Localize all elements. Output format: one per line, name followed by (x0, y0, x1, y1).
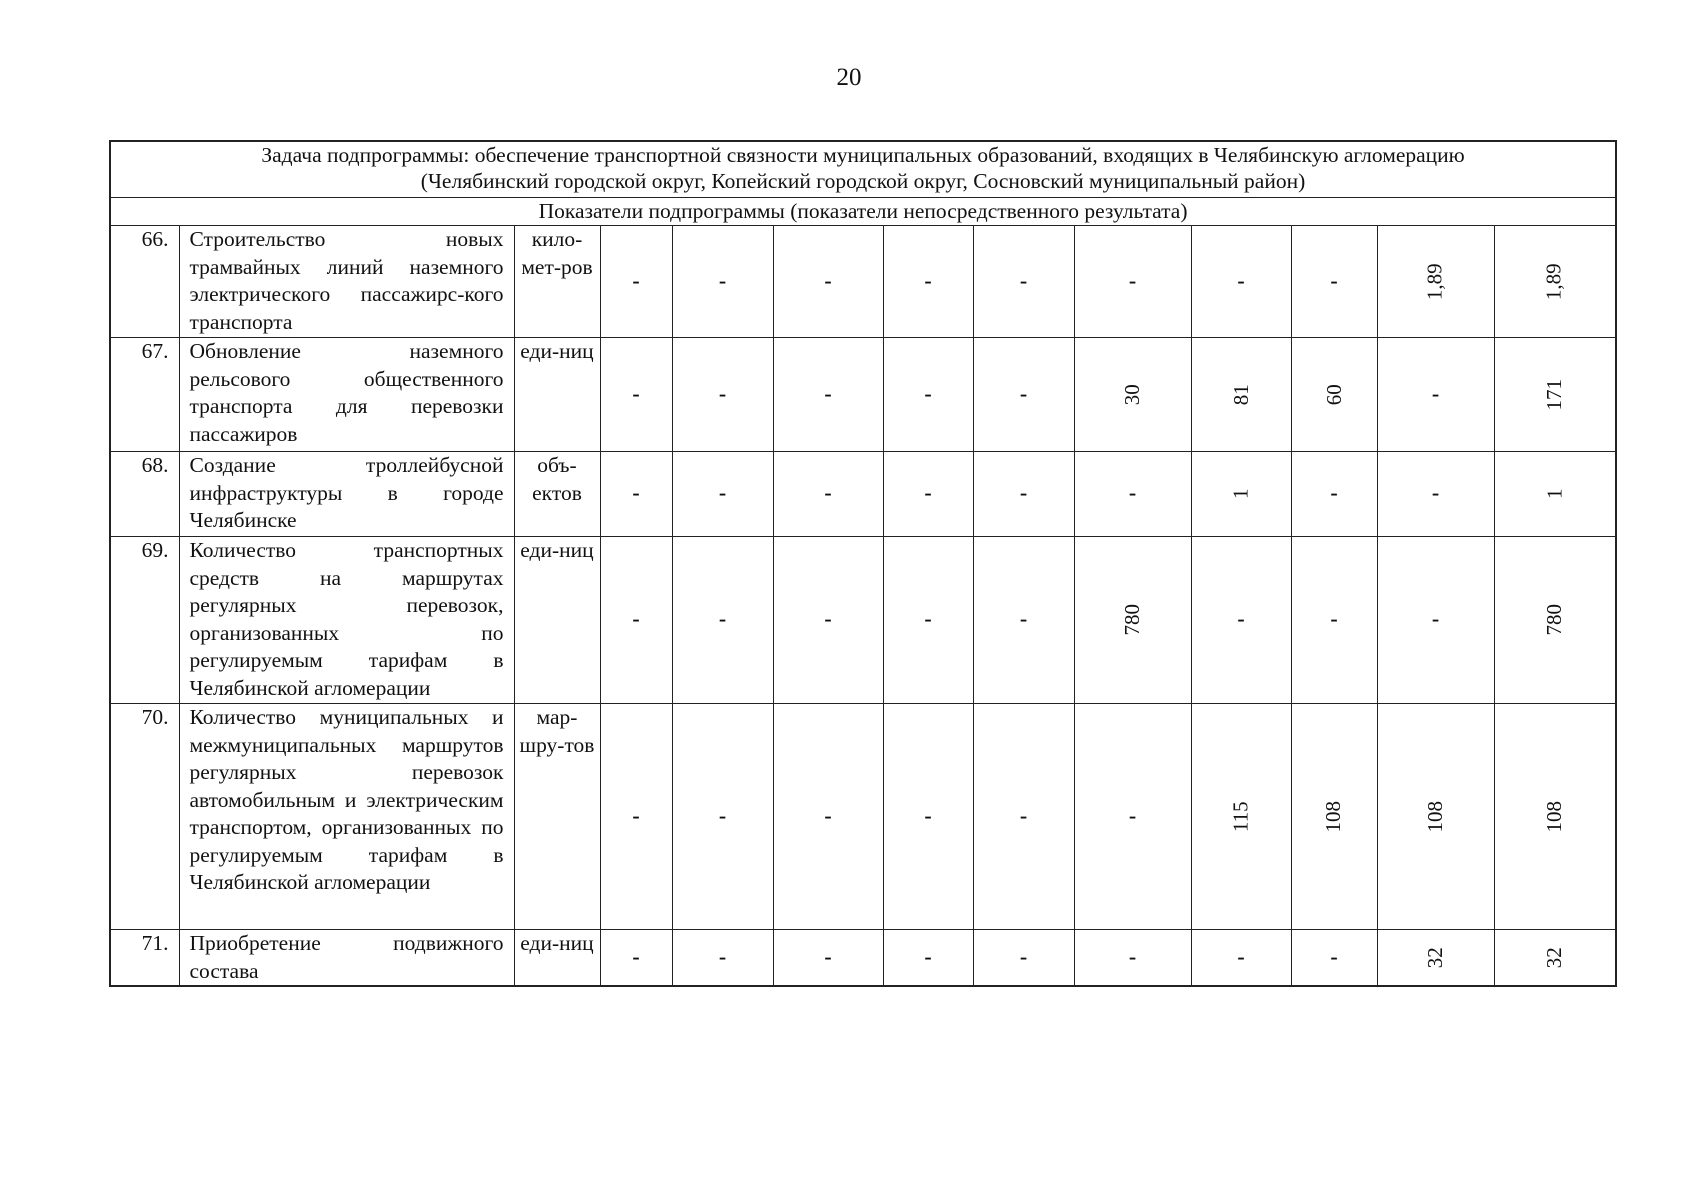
empty-value-mark: - (1019, 480, 1028, 506)
empty-value-mark: - (1330, 267, 1338, 293)
value-cell (1494, 704, 1616, 930)
value-text: 1,89 (1422, 263, 1447, 300)
value-cell (1377, 226, 1494, 338)
empty-value-mark: - (632, 943, 640, 969)
empty-value-mark: - (1128, 802, 1137, 828)
value-cell (883, 537, 973, 704)
empty-value-mark: - (824, 380, 832, 406)
value-cell (1191, 226, 1291, 338)
empty-value-mark: - (824, 480, 832, 506)
empty-value-mark: - (1019, 267, 1028, 293)
value-cell (973, 704, 1074, 930)
value-text: 108 (1542, 800, 1567, 833)
indicator-name: Количество транспортных средств на маршрутах регулярных перевозок, организованных по регулируемым тарифам в Челябинской агломерации (179, 537, 514, 704)
value-cell (1291, 226, 1377, 338)
empty-value-mark: - (824, 802, 832, 828)
empty-value-mark: - (632, 802, 640, 828)
empty-value-mark: - (632, 380, 640, 406)
indicator-name: Создание троллейбусной инфраструктуры в городе Челябинске (179, 452, 514, 537)
value-cell (672, 537, 773, 704)
empty-value-mark: - (824, 267, 832, 293)
value-cell (600, 537, 672, 704)
table-row (110, 537, 1616, 704)
unit-of-measure: еди-ниц (514, 537, 600, 704)
value-cell (672, 704, 773, 930)
indicators-title-row (110, 197, 1616, 226)
task-title-row (110, 141, 1616, 197)
value-cell (1377, 537, 1494, 704)
value-text: 780 (1119, 604, 1144, 636)
empty-value-mark: - (824, 943, 832, 969)
value-cell (883, 704, 973, 930)
value-text: 108 (1422, 800, 1447, 833)
indicators-table (109, 140, 1617, 987)
value-cell (1074, 452, 1191, 537)
value-cell (883, 930, 973, 987)
row-number: 69. (110, 537, 179, 704)
table-row (110, 226, 1616, 338)
empty-value-mark: - (718, 380, 727, 406)
value-cell (1494, 537, 1616, 704)
table-row (110, 338, 1616, 452)
empty-value-mark: - (1237, 606, 1245, 632)
value-cell (1191, 930, 1291, 987)
empty-value-mark: - (1128, 480, 1137, 506)
indicators-title: Показатели подпрограммы (показатели непосредственного результата) (110, 197, 1616, 226)
value-cell (1074, 537, 1191, 704)
value-cell (973, 452, 1074, 537)
value-cell (883, 452, 973, 537)
task-title-line1: Задача подпрограммы: обеспечение транспортной связности муниципальных образований, входящих в Челябинскую агломерацию (261, 143, 1465, 167)
value-text: 81 (1228, 384, 1253, 405)
value-cell (672, 338, 773, 452)
value-cell (600, 930, 672, 987)
table-row (110, 452, 1616, 537)
value-cell (973, 338, 1074, 452)
value-text: 60 (1321, 384, 1346, 405)
value-cell (600, 452, 672, 537)
table-row (110, 704, 1616, 930)
value-cell (1191, 537, 1291, 704)
value-cell (883, 226, 973, 338)
unit-of-measure: еди-ниц (514, 930, 600, 987)
empty-value-mark: - (1019, 606, 1028, 632)
value-cell (1377, 704, 1494, 930)
value-cell (1191, 452, 1291, 537)
empty-value-mark: - (718, 802, 727, 828)
indicator-name: Строительство новых трамвайных линий наземного электрического пассажирс-кого транспорта (179, 226, 514, 338)
value-cell (1191, 704, 1291, 930)
empty-value-mark: - (1237, 943, 1245, 969)
value-cell (1494, 338, 1616, 452)
empty-value-mark: - (1431, 606, 1440, 632)
indicator-name: Количество муниципальных и межмуниципальных маршрутов регулярных перевозок автомобильным и электрическим транспортом, организованных по регулируемым тарифам в Челябинской агломерации (179, 704, 514, 930)
empty-value-mark: - (1128, 943, 1137, 969)
value-cell (1494, 452, 1616, 537)
value-text: 32 (1542, 947, 1567, 968)
value-text: 171 (1542, 378, 1567, 411)
page-number: 20 (836, 64, 862, 91)
empty-value-mark: - (632, 267, 640, 293)
empty-value-mark: - (924, 480, 932, 506)
value-cell (672, 930, 773, 987)
empty-value-mark: - (1019, 943, 1028, 969)
value-cell (1074, 930, 1191, 987)
indicator-name: Обновление наземного рельсового общественного транспорта для перевозки пассажиров (179, 338, 514, 452)
value-cell (600, 338, 672, 452)
row-number: 66. (110, 226, 179, 338)
empty-value-mark: - (924, 606, 932, 632)
empty-value-mark: - (1431, 380, 1440, 406)
empty-value-mark: - (924, 267, 932, 293)
value-text: 1 (1542, 488, 1567, 500)
value-cell (600, 226, 672, 338)
value-text: 780 (1542, 604, 1567, 636)
table-row (110, 930, 1616, 987)
value-cell (973, 226, 1074, 338)
value-cell (973, 537, 1074, 704)
value-cell (1291, 537, 1377, 704)
empty-value-mark: - (1237, 267, 1245, 293)
value-cell (1377, 452, 1494, 537)
value-cell (973, 930, 1074, 987)
empty-value-mark: - (1019, 380, 1028, 406)
unit-of-measure: кило-мет-ров (514, 226, 600, 338)
task-title-line2: (Челябинский городской округ, Копейский городской округ, Сосновский муниципальный район) (420, 169, 1306, 193)
empty-value-mark: - (718, 606, 727, 632)
row-number: 67. (110, 338, 179, 452)
value-cell (773, 338, 883, 452)
value-text: 115 (1228, 801, 1253, 832)
value-cell (1074, 704, 1191, 930)
task-title-cell (110, 141, 1616, 197)
empty-value-mark: - (632, 606, 640, 632)
empty-value-mark: - (1330, 943, 1338, 969)
empty-value-mark: - (718, 943, 727, 969)
value-cell (672, 452, 773, 537)
empty-value-mark: - (718, 267, 727, 293)
value-cell (1291, 338, 1377, 452)
value-cell (883, 338, 973, 452)
empty-value-mark: - (824, 606, 832, 632)
value-cell (1494, 226, 1616, 338)
value-cell (1291, 452, 1377, 537)
value-cell (773, 704, 883, 930)
empty-value-mark: - (1330, 480, 1338, 506)
value-text: 108 (1321, 800, 1346, 833)
row-number: 71. (110, 930, 179, 987)
value-cell (600, 704, 672, 930)
value-text: 1,89 (1542, 263, 1567, 300)
value-cell (1074, 338, 1191, 452)
empty-value-mark: - (1128, 267, 1137, 293)
value-cell (672, 226, 773, 338)
value-cell (1191, 338, 1291, 452)
unit-of-measure: объ-ектов (514, 452, 600, 537)
value-cell (1494, 930, 1616, 987)
empty-value-mark: - (924, 380, 932, 406)
empty-value-mark: - (1431, 480, 1440, 506)
empty-value-mark: - (1330, 606, 1338, 632)
value-cell (1291, 930, 1377, 987)
value-text: 1 (1228, 488, 1253, 500)
value-text: 30 (1119, 384, 1144, 405)
row-number: 70. (110, 704, 179, 930)
indicator-name: Приобретение подвижного состава (179, 930, 514, 987)
value-cell (773, 226, 883, 338)
value-cell (773, 452, 883, 537)
empty-value-mark: - (924, 802, 932, 828)
value-text: 32 (1422, 947, 1447, 968)
value-cell (773, 930, 883, 987)
empty-value-mark: - (924, 943, 932, 969)
value-cell (1377, 930, 1494, 987)
empty-value-mark: - (632, 480, 640, 506)
row-number: 68. (110, 452, 179, 537)
value-cell (773, 537, 883, 704)
value-cell (1074, 226, 1191, 338)
value-cell (1291, 704, 1377, 930)
unit-of-measure: еди-ниц (514, 338, 600, 452)
value-cell (1377, 338, 1494, 452)
empty-value-mark: - (718, 480, 727, 506)
empty-value-mark: - (1019, 802, 1028, 828)
unit-of-measure: мар-шру-тов (514, 704, 600, 930)
